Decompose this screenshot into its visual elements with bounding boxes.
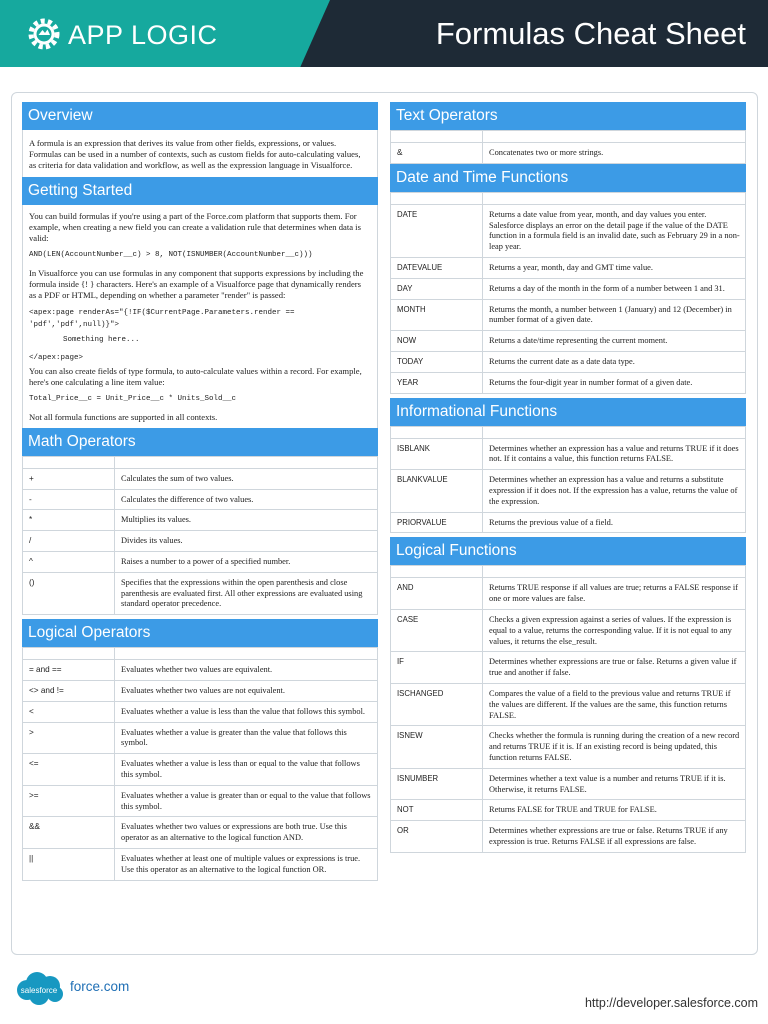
function-description: Returns a date value from year, month, and day values you enter. Salesforce displays an error on the detail page if the value of the DATE function in a formula field is an invalid date, such as February 29 in a non-leap year. [483, 204, 746, 257]
table-row [23, 468, 378, 489]
table-row [391, 652, 746, 684]
table-row [391, 609, 746, 651]
right-column [390, 102, 746, 853]
code-sample: AND(LEN(AccountNumber__c) > 8, NOT(ISNUMBER(AccountNumber__c))) [29, 251, 313, 260]
section-heading-overview: Overview [22, 102, 378, 130]
table-row [23, 701, 378, 722]
code-sample: <apex:page renderAs="{!IF($CurrentPage.Parameters.render == [29, 308, 295, 317]
function-description: Returns TRUE response if all values are true; returns a FALSE response if one or more values are false. [483, 578, 746, 610]
getting-started-paragraph: You can also create fields of type formula, to auto-calculate values within a record. For example, here's one calculating a line item value: [29, 365, 362, 387]
function-name: OR [391, 821, 483, 853]
operator-description: Evaluates whether a value is less than or equal to the value that follows this symbol. [115, 754, 378, 786]
function-description: Returns a date/time representing the current moment. [483, 331, 746, 352]
footer-brand: force.com [70, 979, 130, 994]
table-row [23, 817, 378, 849]
operator-description: Multiplies its values. [115, 510, 378, 531]
table-row [23, 660, 378, 681]
table-row [391, 512, 746, 533]
operator-key: & [391, 143, 483, 164]
getting-started-body [22, 205, 378, 428]
function-name: NOW [391, 331, 483, 352]
getting-started-paragraph: In Visualforce you can use formulas in any component that supports expressions by including the formula inside {! } characters. Here's an example of a Visualforce page that dynamically renders as a PDF or HTML, depending on whether a parameter "render" is passed: [29, 267, 364, 300]
operator-key: < [23, 701, 115, 722]
table-row [391, 299, 746, 331]
operator-key: <> and != [23, 681, 115, 702]
operator-description: Evaluates whether two values or expressions are both true. Use this operator as an alternative to the logical function AND. [115, 817, 378, 849]
function-name: NOT [391, 800, 483, 821]
operator-description: Evaluates whether a value is greater than or equal to the value that follows this symbol. [115, 785, 378, 817]
table-row [391, 351, 746, 372]
operator-description: Evaluates whether a value is greater than the value that follows this symbol. [115, 722, 378, 754]
gear-icon [26, 16, 62, 52]
operator-description: Evaluates whether two values are equivalent. [115, 660, 378, 681]
informational-functions-table [390, 426, 746, 534]
table-row [391, 331, 746, 352]
code-sample: 'pdf','pdf',null)}"> [29, 321, 120, 330]
function-description: Returns the current date as a date data type. [483, 351, 746, 372]
code-sample: Total_Price__c = Unit_Price__c * Units_Sold__c [29, 395, 237, 404]
overview-text: A formula is an expression that derives its value from other fields, expressions, or values. Formulas can be used in a number of contexts, such as custom fields for auto-calculating values, as criteria for data validation and workflow, as well as the expression language in Visualforce. [29, 138, 361, 170]
function-name: AND [391, 578, 483, 610]
function-description: Checks whether the formula is running during the creation of a new record and returns TRUE if it is. If an existing record is being updated, this function returns FALSE. [483, 726, 746, 768]
function-description: Returns the four-digit year in number format of a given date. [483, 372, 746, 393]
salesforce-cloud-icon [13, 970, 65, 1006]
operator-key: >= [23, 785, 115, 817]
section-heading-informational-functions: Informational Functions [390, 398, 746, 426]
operator-description: Evaluates whether a value is less than the value that follows this symbol. [115, 701, 378, 722]
table-row [391, 278, 746, 299]
table-row [391, 578, 746, 610]
operator-description: Raises a number to a power of a specified number. [115, 552, 378, 573]
table-row [23, 531, 378, 552]
function-name: DATE [391, 204, 483, 257]
function-description: Checks a given expression against a series of values. If the expression is equal to a value, returns the corresponding value. If it is not equal to any values, it returns the else_result. [483, 609, 746, 651]
function-name: ISNEW [391, 726, 483, 768]
date-time-functions-table [390, 192, 746, 394]
function-name: MONTH [391, 299, 483, 331]
table-row [23, 785, 378, 817]
table-row [23, 510, 378, 531]
function-name: DATEVALUE [391, 257, 483, 278]
logical-functions-table [390, 565, 746, 852]
table-row [23, 572, 378, 614]
table-row [391, 438, 746, 470]
operator-description: Divides its values. [115, 531, 378, 552]
function-description: Determines whether expressions are true or false. Returns TRUE if any expression is true. Returns FALSE if all expressions are false. [483, 821, 746, 853]
function-description: Compares the value of a field to the previous value and returns TRUE if the values are different. If the values are the same, this function returns FALSE. [483, 683, 746, 725]
table-row [391, 257, 746, 278]
table-row [391, 800, 746, 821]
function-description: Determines whether expressions are true or false. Returns a given value if true and another if false. [483, 652, 746, 684]
function-name: DAY [391, 278, 483, 299]
operator-key: / [23, 531, 115, 552]
table-row [391, 821, 746, 853]
table-row [23, 849, 378, 881]
function-name: BLANKVALUE [391, 470, 483, 512]
table-row [23, 552, 378, 573]
function-description: Determines whether an expression has a value and returns a substitute expression if it does not. If the expression has a value, returns the value of the expression. [483, 470, 746, 512]
operator-description: Calculates the sum of two values. [115, 468, 378, 489]
operator-key: - [23, 489, 115, 510]
logical-operators-table [22, 647, 378, 880]
operator-key: && [23, 817, 115, 849]
function-description: Determines whether a text value is a number and returns TRUE if it is. Otherwise, it returns FALSE. [483, 768, 746, 800]
operator-description: Evaluates whether at least one of multiple values or expressions is true. Use this operator as an alternative to the logical function OR. [115, 849, 378, 881]
operator-description: Concatenates two or more strings. [483, 143, 746, 164]
function-name: IF [391, 652, 483, 684]
left-column [22, 102, 378, 881]
section-heading-logical-operators: Logical Operators [22, 619, 378, 647]
function-description: Returns FALSE for TRUE and TRUE for FALSE. [483, 800, 746, 821]
table-row [391, 726, 746, 768]
function-name: PRIORVALUE [391, 512, 483, 533]
operator-key: ^ [23, 552, 115, 573]
function-description: Returns the month, a number between 1 (January) and 12 (December) in number format of a given date. [483, 299, 746, 331]
operator-key: () [23, 572, 115, 614]
table-row [23, 722, 378, 754]
function-name: ISBLANK [391, 438, 483, 470]
code-sample: </apex:page> [29, 354, 84, 363]
function-name: TODAY [391, 351, 483, 372]
section-heading-text-operators: Text Operators [390, 102, 746, 130]
operator-description: Calculates the difference of two values. [115, 489, 378, 510]
operator-key: > [23, 722, 115, 754]
page-header [0, 0, 768, 67]
function-name: ISNUMBER [391, 768, 483, 800]
operator-key: = and == [23, 660, 115, 681]
math-operators-table [22, 456, 378, 615]
getting-started-paragraph: Not all formula functions are supported in all contexts. [29, 411, 218, 422]
section-heading-math-operators: Math Operators [22, 428, 378, 456]
salesforce-logo-text: salesforce [20, 986, 58, 995]
table-row [391, 768, 746, 800]
operator-key: + [23, 468, 115, 489]
section-heading-getting-started: Getting Started [22, 177, 378, 205]
getting-started-paragraph: You can build formulas if you're using a part of the Force.com platform that supports them. For example, when creating a new field you can create a validation rule that determines when data is valid: [29, 210, 361, 243]
operator-key: || [23, 849, 115, 881]
function-description: Returns a day of the month in the form of a number between 1 and 31. [483, 278, 746, 299]
brand-name: APP LOGIC [68, 20, 218, 50]
function-description: Returns a year, month, day and GMT time value. [483, 257, 746, 278]
text-operators-table [390, 130, 746, 164]
function-name: CASE [391, 609, 483, 651]
table-row [391, 470, 746, 512]
function-name: YEAR [391, 372, 483, 393]
operator-key: * [23, 510, 115, 531]
function-name: ISCHANGED [391, 683, 483, 725]
operator-description: Specifies that the expressions within the open parenthesis and close parenthesis are evaluated first. All other expressions are evaluated using standard operator precedence. [115, 572, 378, 614]
section-heading-date-time-functions: Date and Time Functions [390, 164, 746, 192]
table-row [391, 372, 746, 393]
table-row [391, 683, 746, 725]
operator-key: <= [23, 754, 115, 786]
operator-description: Evaluates whether two values are not equivalent. [115, 681, 378, 702]
overview-body [22, 130, 378, 177]
page-title: Formulas Cheat Sheet [435, 16, 746, 51]
table-row [23, 489, 378, 510]
section-heading-logical-functions: Logical Functions [390, 537, 746, 565]
table-row [23, 681, 378, 702]
table-row [391, 143, 746, 164]
footer-url[interactable]: http://developer.salesforce.com [584, 996, 758, 1010]
table-row [391, 204, 746, 257]
code-sample: Something here... [63, 335, 140, 344]
table-row [23, 754, 378, 786]
function-description: Determines whether an expression has a value and returns TRUE if it does not. If it contains a value, this function returns FALSE. [483, 438, 746, 470]
function-description: Returns the previous value of a field. [483, 512, 746, 533]
